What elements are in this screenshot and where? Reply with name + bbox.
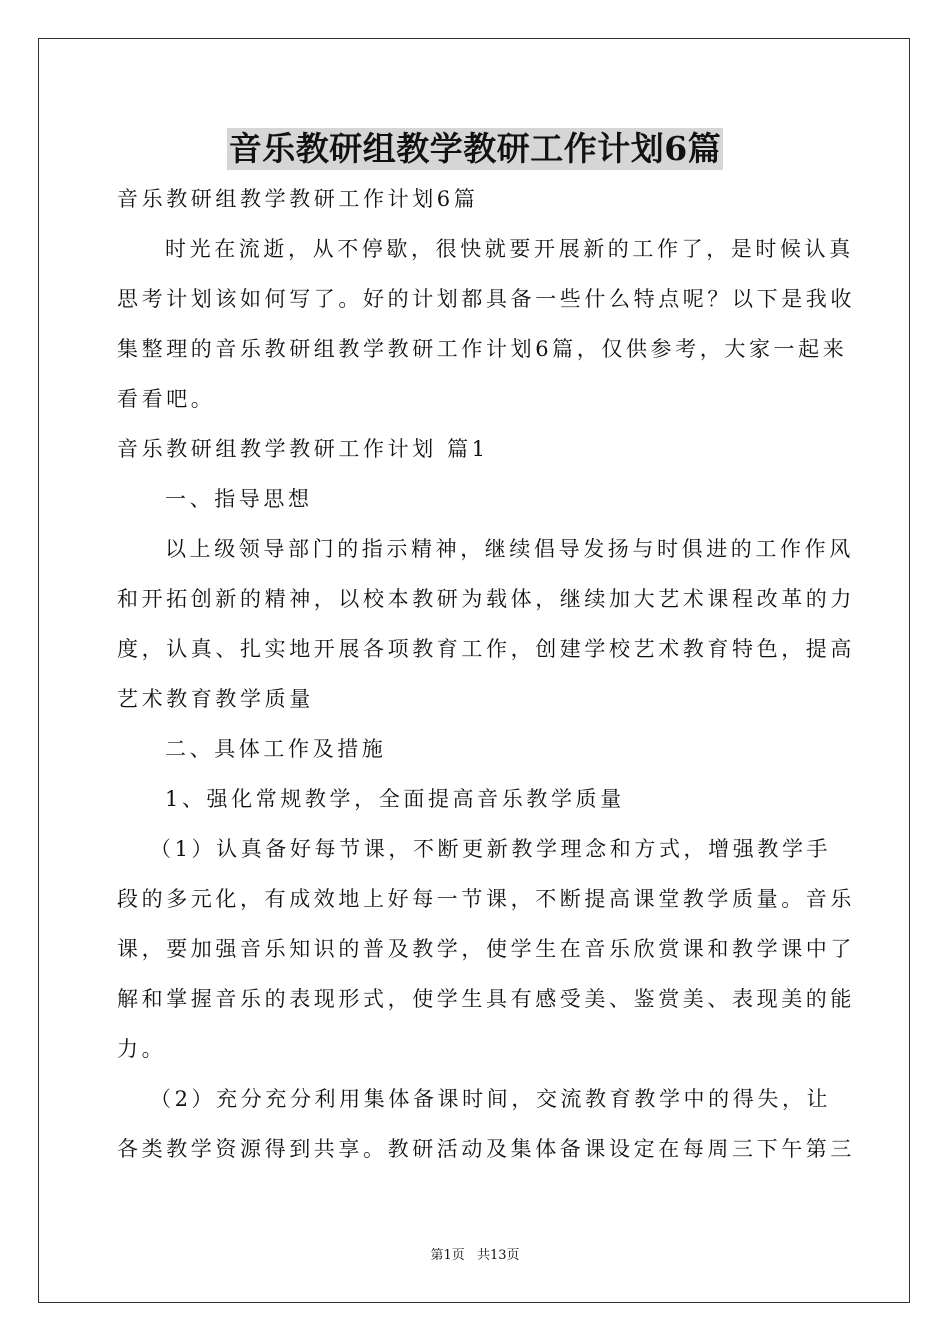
page-footer: [0, 1248, 950, 1264]
section-heading: 音乐教研组教学教研工作计划 篇1: [117, 437, 489, 461]
list-item-heading: 1、强化常规教学，全面提高音乐教学质量: [165, 787, 625, 811]
page-total: 共13页: [476, 1248, 520, 1263]
paragraph-line: 时光在流逝，从不停歇，很快就要开展新的工作了，是时候认真: [165, 237, 854, 261]
paragraph-line: （1）认真备好每节课，不断更新教学理念和方式，增强教学手: [150, 837, 832, 861]
paragraph-line: 各类教学资源得到共享。教研活动及集体备课设定在每周三下午第三: [117, 1137, 855, 1161]
paragraph-line: 思考计划该如何写了。好的计划都具备一些什么特点呢？以下是我收: [117, 287, 855, 311]
paragraph-line: 度，认真、扎实地开展各项教育工作，创建学校艺术教育特色，提高: [117, 637, 855, 661]
paragraph-line: 艺术教育教学质量: [117, 687, 314, 711]
document-title: 音乐教研组教学教研工作计划6篇: [228, 129, 722, 168]
page-number: 第1页: [430, 1248, 465, 1263]
paragraph-line: 解和掌握音乐的表现形式，使学生具有感受美、鉴赏美、表现美的能: [117, 987, 855, 1011]
section-subheading: 一、指导思想: [165, 487, 313, 511]
title-wrap: [0, 128, 950, 170]
section-subheading: 二、具体工作及措施: [165, 737, 387, 761]
paragraph-line: 段的多元化，有成效地上好每一节课，不断提高课堂教学质量。音乐: [117, 887, 855, 911]
paragraph-line: 以上级领导部门的指示精神，继续倡导发扬与时俱进的工作作风: [165, 537, 854, 561]
paragraph-line: 看看吧。: [117, 387, 216, 411]
paragraph-line: 集整理的音乐教研组教学教研工作计划6篇，仅供参考，大家一起来: [117, 337, 848, 361]
paragraph-line: 和开拓创新的精神，以校本教研为载体，继续加大艺术课程改革的力: [117, 587, 855, 611]
paragraph-line: （2）充分充分利用集体备课时间，交流教育教学中的得失，让: [150, 1087, 832, 1111]
subtitle-line: 音乐教研组教学教研工作计划6篇: [117, 187, 479, 211]
paragraph-line: 课，要加强音乐知识的普及教学，使学生在音乐欣赏课和教学课中了: [117, 937, 855, 961]
paragraph-line: 力。: [117, 1037, 167, 1061]
